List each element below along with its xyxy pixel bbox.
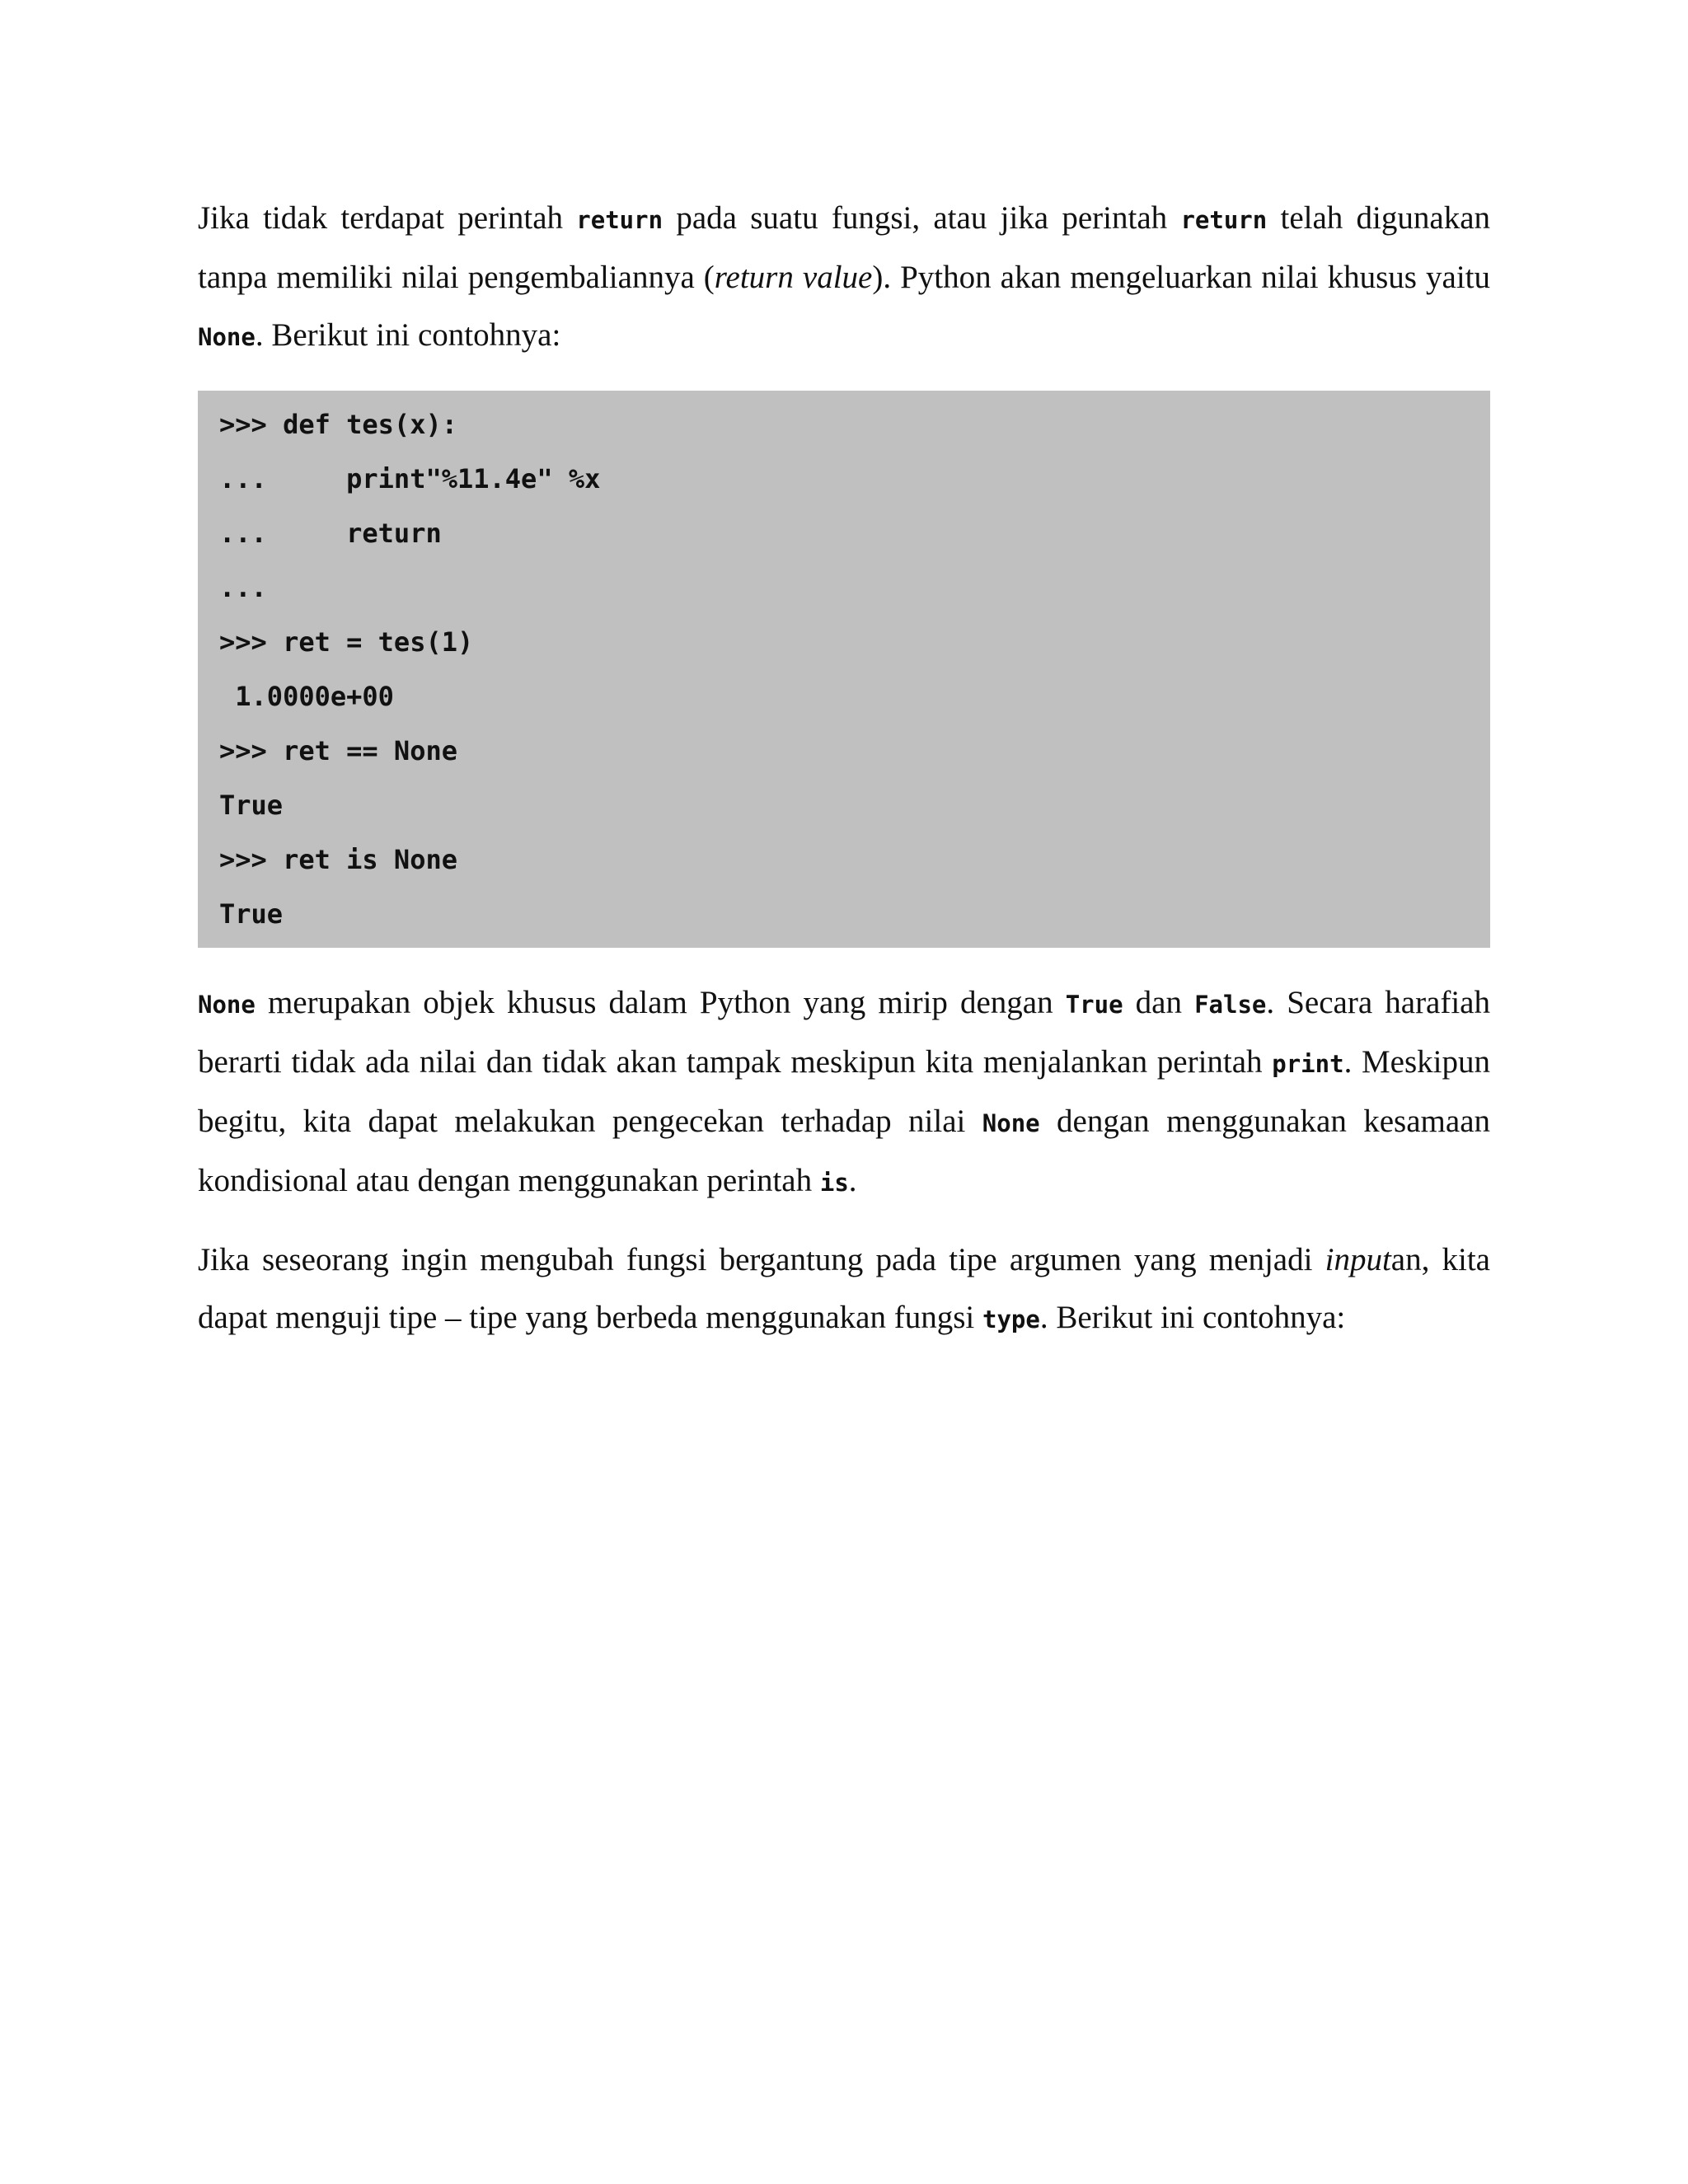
code-line: ... return xyxy=(219,518,442,549)
text: ). Python akan mengeluarkan nilai khusus yaitu xyxy=(872,260,1490,295)
inline-code-type: type xyxy=(982,1305,1040,1333)
paragraph-type-function xyxy=(198,1231,1490,1348)
inline-code-none: None xyxy=(198,323,256,351)
text: Jika tidak terdapat perintah xyxy=(198,200,577,236)
inline-code-is: is xyxy=(819,1169,849,1197)
code-line: True xyxy=(219,790,284,821)
paragraph-return-none-intro xyxy=(198,190,1490,366)
text: . Berikut ini contohnya: xyxy=(1039,1300,1346,1335)
code-line: 1.0000e+00 xyxy=(219,681,394,712)
text: . xyxy=(848,1163,857,1198)
inline-code-print: print xyxy=(1272,1050,1344,1078)
code-line: >>> def tes(x): xyxy=(219,409,457,440)
text: dan xyxy=(1123,985,1195,1020)
italic-term-input: input xyxy=(1325,1242,1391,1277)
inline-code-return: return xyxy=(576,206,663,234)
text: Jika seseorang ingin mengubah fungsi bergantung pada tipe argumen yang menjadi xyxy=(198,1242,1325,1277)
text: an, kita dapat menguji tipe – tipe yang berbeda menggunakan fungsi xyxy=(198,1242,1490,1335)
italic-term-return-value: return value xyxy=(714,260,873,295)
code-line: >>> ret is None xyxy=(219,844,457,875)
code-line: True xyxy=(219,898,284,930)
inline-code-false: False xyxy=(1194,991,1267,1019)
code-example-block xyxy=(198,391,1490,948)
text: merupakan objek khusus dalam Python yang mirip dengan xyxy=(255,985,1066,1020)
document-page xyxy=(198,190,1490,1348)
code-line: ... xyxy=(219,572,267,603)
code-line: >>> ret = tes(1) xyxy=(219,626,474,658)
code-line: >>> ret == None xyxy=(219,735,457,766)
paragraph-none-explanation xyxy=(198,974,1490,1212)
text: dengan menggunakan kesamaan kondisional atau dengan menggunakan perintah xyxy=(198,1104,1491,1198)
text: . Meskipun begitu, kita dapat melakukan pengecekan terhadap nilai xyxy=(198,1044,1490,1139)
text: . Berikut ini contohnya: xyxy=(255,317,561,353)
inline-code-true: True xyxy=(1065,991,1123,1019)
inline-code-return: return xyxy=(1180,206,1268,234)
text: telah digunakan tanpa memiliki nilai pengembaliannya ( xyxy=(198,200,1491,295)
text: pada suatu fungsi, atau jika perintah xyxy=(663,200,1181,236)
code-line: ... print"%11.4e" %x xyxy=(219,463,601,494)
inline-code-none: None xyxy=(198,991,256,1019)
text: . Secara harafiah berarti tidak ada nilai dan tidak akan tampak meskipun kita menjalankan perintah xyxy=(198,985,1490,1080)
inline-code-none: None xyxy=(982,1109,1040,1137)
